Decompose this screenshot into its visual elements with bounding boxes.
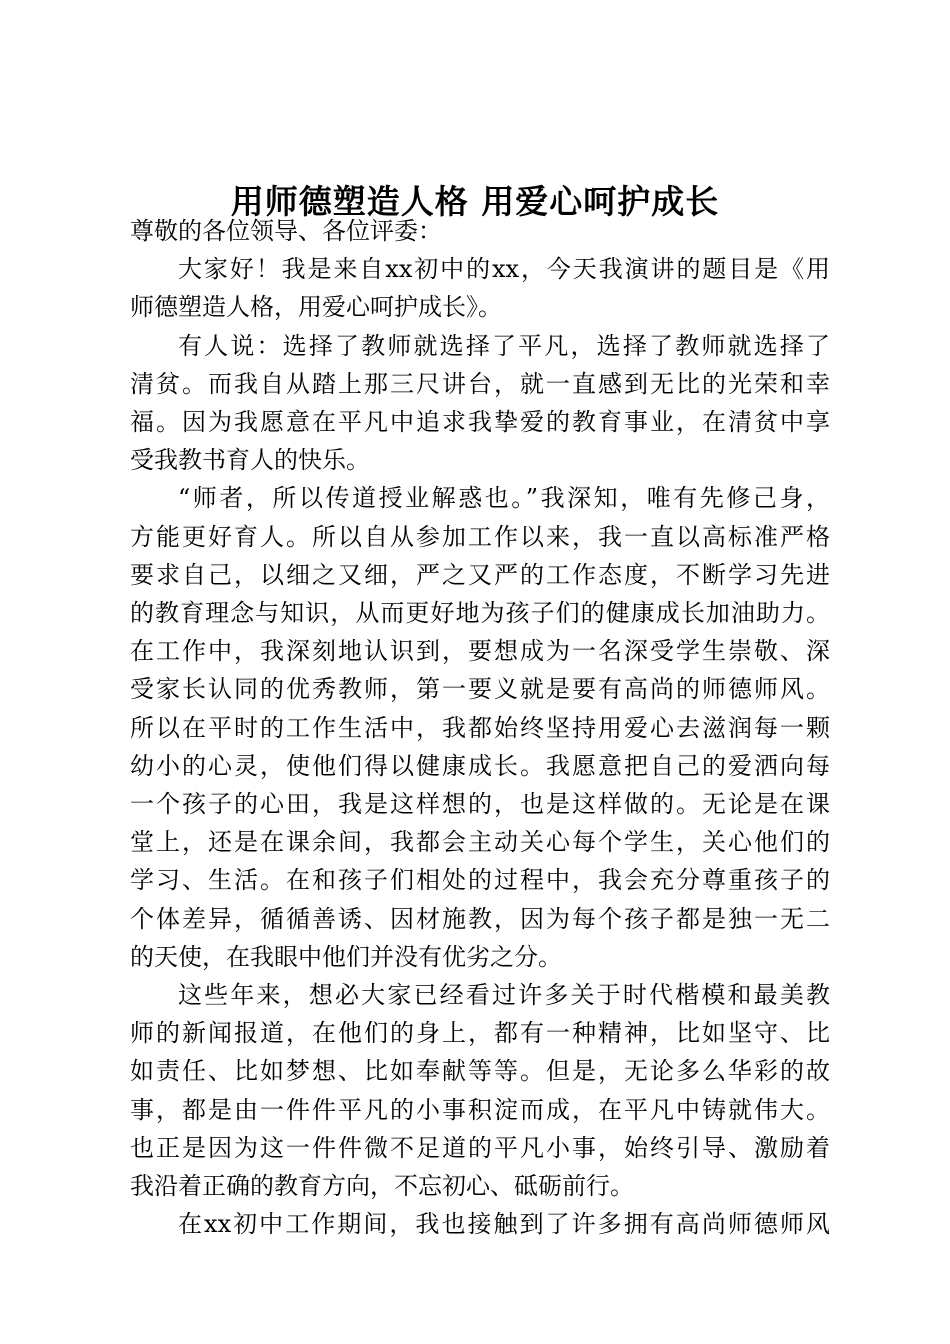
text-line: 有人说：选择了教师就选择了平凡，选择了教师就选择了 — [178, 332, 830, 360]
text-line: 学习、生活。在和孩子们相处的过程中，我会充分尊重孩子的 — [130, 866, 830, 894]
text-line: 也正是因为这一件件微不足道的平凡小事，始终引导、激励着 — [130, 1134, 830, 1162]
text-line: 受我教书育人的快乐。 — [130, 446, 370, 474]
text-line: 大家好！我是来自xx初中的xx，今天我演讲的题目是《用 — [178, 255, 830, 283]
text-line: 要求自己，以细之又细，严之又严的工作态度，不断学习先进 — [130, 561, 830, 589]
text-line: 我沿着正确的教育方向，不忘初心、砥砺前行。 — [130, 1172, 634, 1200]
text-line: 事，都是由一件件平凡的小事积淀而成，在平凡中铸就伟大。 — [130, 1096, 830, 1124]
page-title: 用师德塑造人格 用爱心呵护成长 — [230, 182, 720, 221]
text-line: 受家长认同的优秀教师，第一要义就是要有高尚的师德师风。 — [130, 675, 830, 703]
text-line: 尊敬的各位领导、各位评委： — [130, 217, 442, 245]
text-line: 福。因为我愿意在平凡中追求我挚爱的教育事业，在清贫中享 — [130, 408, 830, 436]
text-line: 在工作中，我深刻地认识到，要想成为一名深受学生崇敬、深 — [130, 637, 830, 665]
text-line: 的天使，在我眼中他们并没有优劣之分。 — [130, 943, 562, 971]
text-line: 所以在平时的工作生活中，我都始终坚持用爱心去滋润每一颗 — [130, 714, 830, 742]
text-line: “师者，所以传道授业解惑也。”我深知，唯有先修己身， — [178, 484, 830, 512]
text-line: 在xx初中工作期间，我也接触到了许多拥有高尚师德师风 — [178, 1210, 830, 1238]
text-line: 方能更好育人。所以自从参加工作以来，我一直以高标准严格 — [130, 523, 830, 551]
text-line: 个体差异，循循善诱、因材施教，因为每个孩子都是独一无二 — [130, 905, 830, 933]
text-line: 如责任、比如梦想、比如奉献等等。但是，无论多么华彩的故 — [130, 1057, 830, 1085]
text-line: 师的新闻报道，在他们的身上，都有一种精神，比如坚守、比 — [130, 1019, 830, 1047]
text-line: 师德塑造人格，用爱心呵护成长》。 — [130, 293, 502, 321]
text-line: 一个孩子的心田，我是这样想的，也是这样做的。无论是在课 — [130, 790, 830, 818]
text-line: 堂上，还是在课余间，我都会主动关心每个学生，关心他们的 — [130, 828, 830, 856]
text-line: 幼小的心灵，使他们得以健康成长。我愿意把自己的爱洒向每 — [130, 752, 830, 780]
text-line: 的教育理念与知识，从而更好地为孩子们的健康成长加油助力。 — [130, 599, 830, 627]
text-line: 清贫。而我自从踏上那三尺讲台，就一直感到无比的光荣和幸 — [130, 370, 830, 398]
text-line: 这些年来，想必大家已经看过许多关于时代楷模和最美教 — [178, 981, 830, 1009]
